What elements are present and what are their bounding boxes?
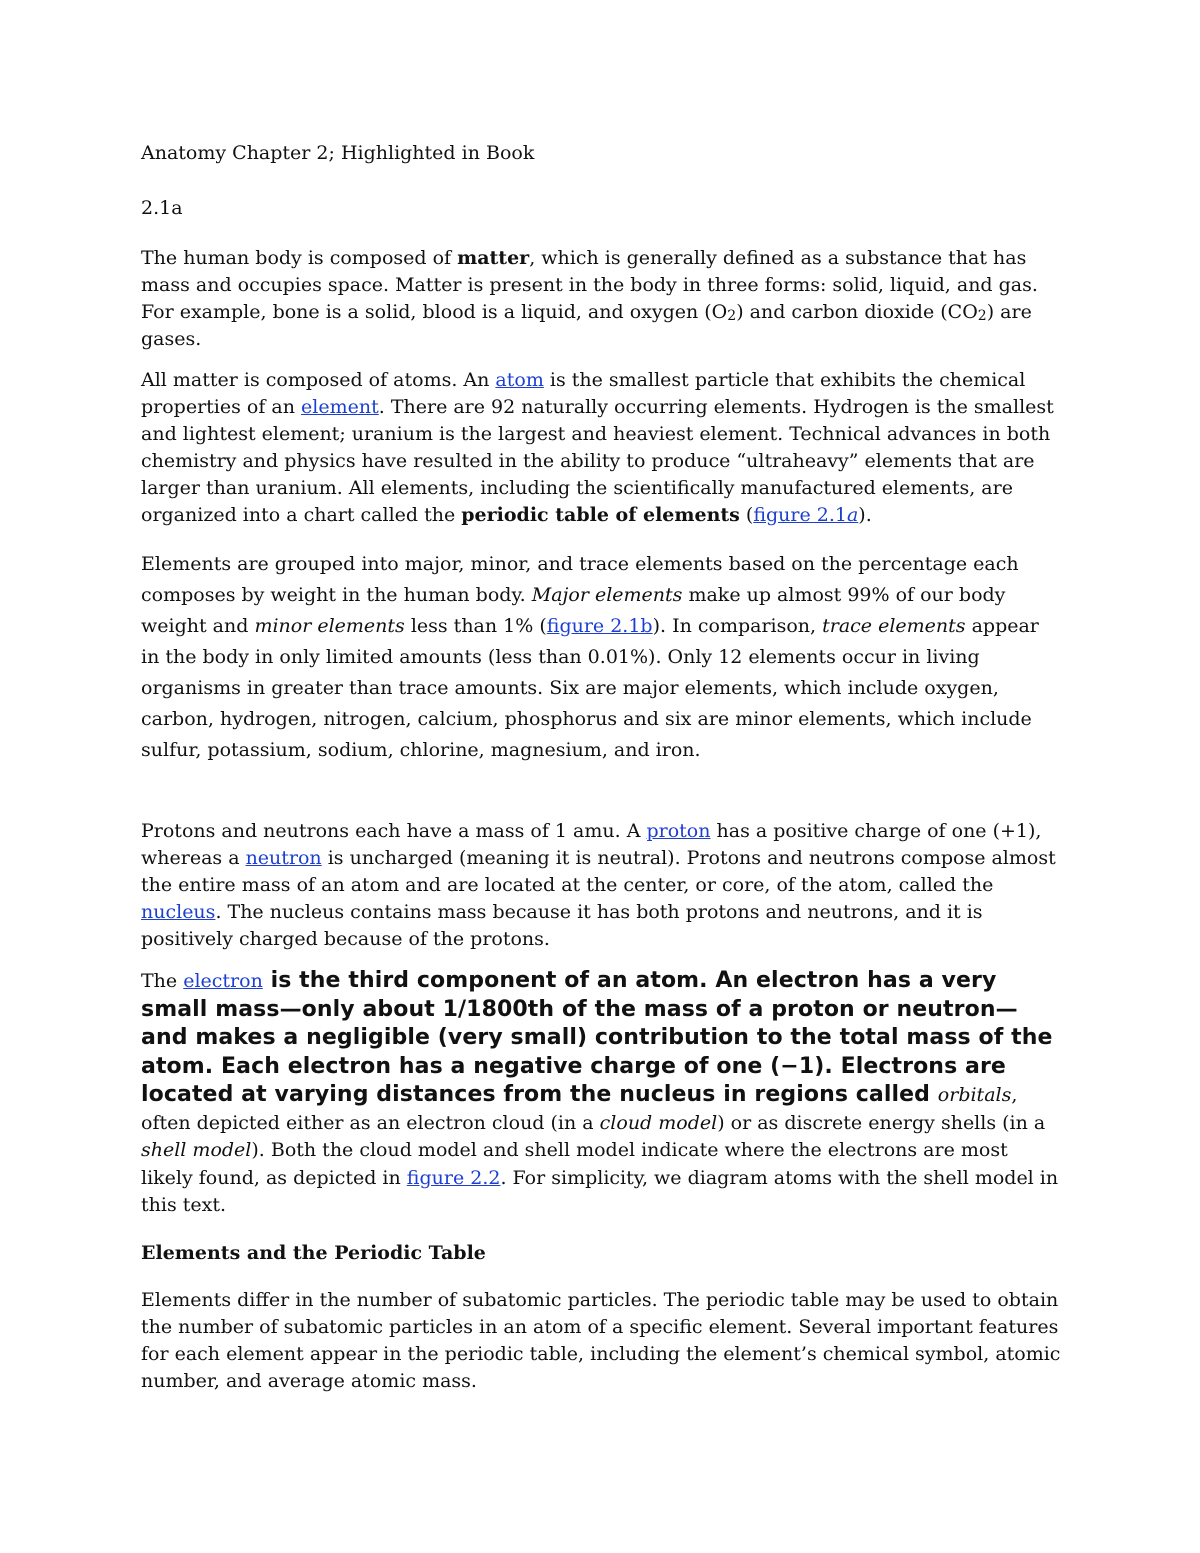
paragraph-subatomic: Elements differ in the number of subatomic particles. The periodic table may be used to obtain the number of subatomic particles in an atom of a specific element. Several important features for each element appear in the periodic table, including the element’s chemical symbol, atomic number, and average atomic mass. [141, 1288, 1061, 1392]
text-run: ). [858, 504, 872, 526]
term-periodic-table: periodic table of elements [461, 504, 740, 526]
text-run: has a positive charge of one (+1), whereas a [141, 820, 1042, 869]
text-run: , often depicted either as an electron cloud (in a [141, 1084, 1018, 1134]
term-trace-elements: trace elements [822, 615, 966, 637]
text-run: make up almost 99% of our body weight and [141, 584, 1006, 637]
link-neutron[interactable]: neutron [245, 847, 322, 869]
term-matter: matter [457, 247, 530, 269]
term-cloud-model: cloud model [599, 1111, 718, 1134]
text-run: Elements are grouped into major, minor, and trace elements based on the percentage each composes by weight in the human body. [141, 553, 1019, 606]
link-text: figure 2.1 [753, 504, 847, 526]
section-id: 2.1a [141, 197, 183, 219]
text-run: ). In comparison, [652, 615, 823, 637]
text-run: ) or as discrete energy shells (in a [717, 1111, 1046, 1134]
text-run: The human body is composed of [141, 247, 458, 269]
text-run: ). Both the cloud model and shell model indicate where the electrons are most likely found, as depicted in [141, 1139, 1008, 1189]
term-orbitals: orbitals [937, 1084, 1012, 1106]
paragraph-electron [141, 967, 1061, 1220]
link-electron[interactable]: electron [183, 970, 263, 992]
link-atom[interactable]: atom [495, 369, 544, 391]
text-run: is uncharged (meaning it is neutral). Protons and neutrons compose almost the entire mass of an atom and are located at the center, or core, of the atom, called the [141, 847, 1056, 896]
paragraph-atoms [141, 367, 1061, 529]
text-run: Protons and neutrons each have a mass of 1 amu. A [141, 820, 647, 842]
link-figure-2-2[interactable]: figure 2.2 [406, 1166, 501, 1189]
text-run: . There are 92 naturally occurring elements. Hydrogen is the smallest and lightest element; uranium is the largest and heaviest element. Technical advances in both chemistry and physics have resulted in the ability to produce “ultraheavy” elements that are larger than uranium. All elements, including the scientifically manufactured elements, are organized into a chart called the [141, 396, 1054, 526]
subscript: 2 [977, 308, 987, 324]
text-run: . The nucleus contains mass because it has both protons and neutrons, and it is positively charged because of the protons. [141, 901, 983, 950]
text-run: , which is generally defined as a substance that has mass and occupies space. Matter is present in the body in three forms: solid, liquid, and gas. For example, bone is a solid, blood is a liquid, and oxygen (O [141, 247, 1038, 323]
paragraph-matter [141, 245, 1061, 353]
link-proton[interactable]: proton [646, 820, 711, 842]
text-run: All matter is composed of atoms. An [141, 369, 496, 391]
text-run: . For simplicity, we diagram atoms with the shell model in this text. [141, 1166, 1059, 1216]
paragraph-protons-neutrons [141, 818, 1061, 953]
text-run: is the smallest particle that exhibits the chemical properties of an [141, 369, 1026, 418]
link-text-italic: a [846, 504, 859, 526]
link-figure-2-1b[interactable]: figure 2.1b [546, 615, 653, 637]
term-major-elements: Major elements [531, 584, 683, 606]
term-minor-elements: minor elements [254, 615, 405, 637]
term-shell-model: shell model [141, 1139, 252, 1161]
text-run: ( [739, 504, 754, 526]
highlighted-text: is the third component of an atom. An electron has a very small mass—only about 1/1800th of the mass of a proton or neutron—and makes a negligible (very small) contribution to the total mass of the atom. Each electron has a negative charge of one (−1). Electrons are located at varying distances from the nucleus in regions called [141, 968, 1053, 1107]
text-run: ) and carbon dioxide (CO [736, 301, 978, 323]
text-run: appear in the body in only limited amounts (less than 0.01%). Only 12 elements occur in living organisms in greater than trace amounts. Six are major elements, which include oxygen, carbon, hydrogen, nitrogen, calcium, phosphorus and six are minor elements, which include sulfur, potassium, sodium, chlorine, magnesium, and iron. [141, 615, 1039, 761]
section-heading: Elements and the Periodic Table [141, 1241, 486, 1264]
document-title: Anatomy Chapter 2; Highlighted in Book [141, 142, 535, 164]
link-figure-2-1a[interactable] [753, 504, 858, 526]
subscript: 2 [727, 308, 737, 324]
link-nucleus[interactable]: nucleus [141, 901, 216, 923]
link-element[interactable]: element [301, 396, 379, 418]
text-run: ) are gases. [141, 301, 1032, 350]
text-run: less than 1% ( [404, 615, 547, 637]
document-page [141, 140, 1061, 1409]
text-run: The [141, 970, 184, 992]
paragraph-elements-grouped [141, 549, 1061, 766]
